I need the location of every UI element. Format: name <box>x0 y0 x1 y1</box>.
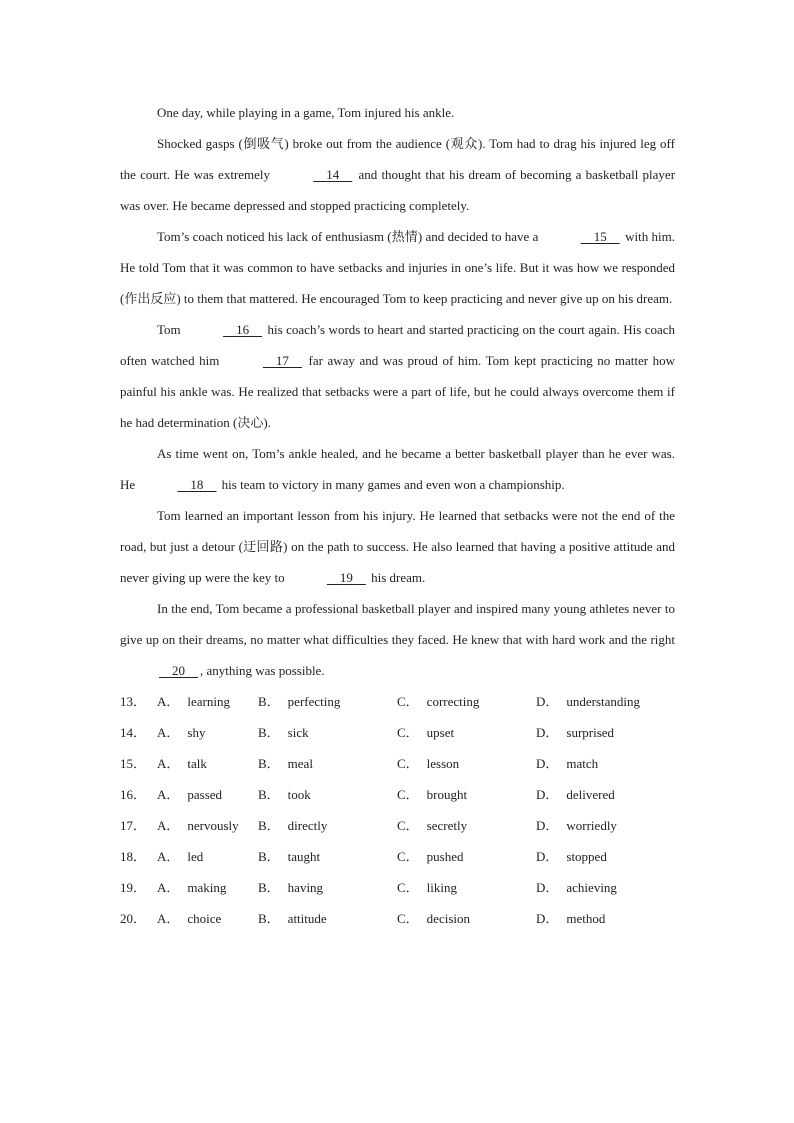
option-d[interactable]: D． understanding <box>536 694 641 709</box>
paragraph-3 <box>120 221 675 314</box>
options-list <box>120 686 675 934</box>
option-b[interactable]: B． took <box>258 787 311 802</box>
option-b[interactable]: B． meal <box>258 756 313 771</box>
option-a[interactable]: A． passed <box>157 787 223 802</box>
option-b[interactable]: B． having <box>258 880 324 895</box>
paragraph-text: with him. He told Tom that it was common to have setbacks and injuries in one’s life. But it was how we responded (作出反应) to them that mattered. He encouraged Tom to keep practicing and never give up on his dream. <box>120 229 676 306</box>
paragraph-text: Tom learned an important lesson from his injury. He learned that setbacks were not the end of the road, but just a detour (迂回路) on the path to success. He also learned that having a positive attitude and never giving up were the key to <box>120 508 675 585</box>
paragraph-text: In the end, Tom became a professional basketball player and inspired many young athletes never to give up on their dreams, no matter what difficulties they faced. He knew that with hard work and the right <box>120 601 675 647</box>
question-row <box>120 841 675 872</box>
question-number: 18． <box>120 849 147 864</box>
option-d[interactable]: D． stopped <box>536 849 607 864</box>
paragraph-2 <box>120 128 675 221</box>
question-number: 16． <box>120 787 147 802</box>
paragraph-text: One day, while playing in a game, Tom injured his ankle. <box>157 105 455 120</box>
blank-14: 14 <box>326 167 340 182</box>
question-row <box>120 748 675 779</box>
option-c[interactable]: C． decision <box>397 911 470 926</box>
blank-15: 15 <box>593 229 607 244</box>
paragraph-4 <box>120 314 675 438</box>
question-row <box>120 686 675 717</box>
blank-19: 19 <box>339 570 353 585</box>
paragraph-text: , anything was possible. <box>200 663 325 678</box>
option-d[interactable]: D． surprised <box>536 725 615 740</box>
blank-17: 17 <box>275 353 289 368</box>
paragraph-7 <box>120 593 675 686</box>
option-b[interactable]: B． sick <box>258 725 309 740</box>
option-c[interactable]: C． brought <box>397 787 468 802</box>
paragraph-text: far away and was proud of him. Tom kept practicing no matter how painful his ankle was. He realized that setbacks were a part of life, but he could always overcome them if he had determination (决心). <box>120 353 675 430</box>
paragraph-text: his coach’s words to heart and started practicing on the court again. His coach often watched him <box>120 322 675 368</box>
question-number: 20． <box>120 911 147 926</box>
question-number: 19． <box>120 880 147 895</box>
paragraph-1 <box>120 97 675 128</box>
option-c[interactable]: C． lesson <box>397 756 460 771</box>
question-row <box>120 717 675 748</box>
paragraph-5 <box>120 438 675 500</box>
option-d[interactable]: D． method <box>536 911 606 926</box>
paragraph-text: his team to victory in many games and even won a championship. <box>221 477 565 492</box>
paragraph-text: As time went on, Tom’s ankle healed, and he became a better basketball player than he ever was. He <box>120 446 675 492</box>
option-a[interactable]: A． choice <box>157 911 222 926</box>
option-a[interactable]: A． making <box>157 880 227 895</box>
paragraph-text: his dream. <box>371 570 426 585</box>
paragraph-6 <box>120 500 675 593</box>
option-a[interactable]: A． talk <box>157 756 207 771</box>
option-b[interactable]: B． perfecting <box>258 694 341 709</box>
option-a[interactable]: A． shy <box>157 725 206 740</box>
option-a[interactable]: A． led <box>157 849 204 864</box>
paragraph-text: Tom’s coach noticed his lack of enthusiasm (热情) and decided to have a <box>157 229 539 244</box>
document-page <box>120 97 675 934</box>
paragraph-text: and thought that his dream of becoming a basketball player was over. He became depressed and stopped practicing completely. <box>120 167 676 213</box>
option-d[interactable]: D． worriedly <box>536 818 617 833</box>
question-row <box>120 903 675 934</box>
option-a[interactable]: A． nervously <box>157 818 239 833</box>
option-a[interactable]: A． learning <box>157 694 230 709</box>
question-number: 14． <box>120 725 147 740</box>
option-d[interactable]: D． match <box>536 756 599 771</box>
question-number: 15． <box>120 756 147 771</box>
option-b[interactable]: B． directly <box>258 818 328 833</box>
option-d[interactable]: D． achieving <box>536 880 617 895</box>
option-c[interactable]: C． pushed <box>397 849 464 864</box>
option-c[interactable]: C． secretly <box>397 818 468 833</box>
option-b[interactable]: B． attitude <box>258 911 327 926</box>
option-d[interactable]: D． delivered <box>536 787 615 802</box>
option-c[interactable]: C． liking <box>397 880 458 895</box>
option-c[interactable]: C． upset <box>397 725 455 740</box>
option-b[interactable]: B． taught <box>258 849 321 864</box>
option-c[interactable]: C． correcting <box>397 694 480 709</box>
question-row <box>120 872 675 903</box>
paragraph-text: Shocked gasps (倒吸气) broke out from the audience (观众). Tom had to drag his injured leg off the court. He was extremely <box>120 136 675 182</box>
question-row <box>120 779 675 810</box>
blank-16: 16 <box>236 322 250 337</box>
question-number: 17． <box>120 818 147 833</box>
paragraph-text: Tom <box>157 322 181 337</box>
question-row <box>120 810 675 841</box>
blank-18: 18 <box>190 477 204 492</box>
question-number: 13． <box>120 694 147 709</box>
blank-20: 20 <box>172 663 185 678</box>
